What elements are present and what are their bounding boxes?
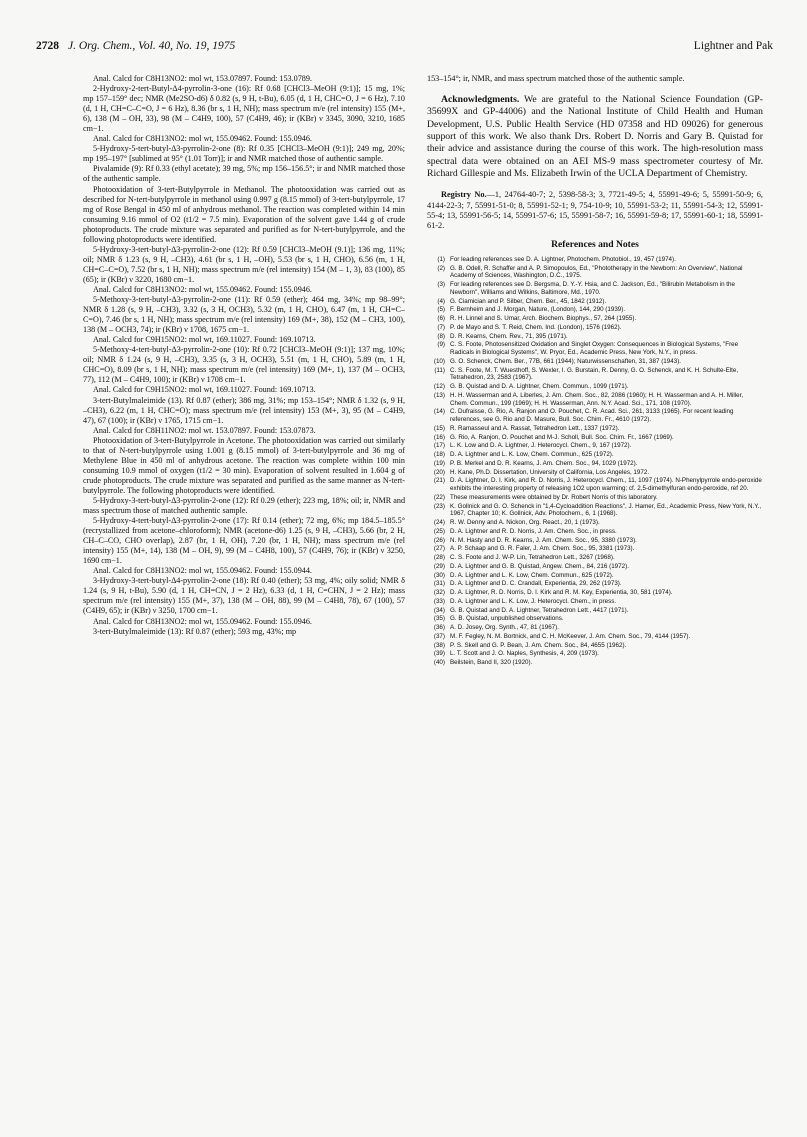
reference-number: (18) <box>433 451 445 459</box>
reference-text: G. Rio, A. Ranjon, O. Pouchet and M-J. Scholl, Bull. Soc. Chim. Fr., 1667 (1969). <box>450 433 674 441</box>
page-number: 2728 <box>36 40 59 52</box>
paragraph: Photooxidation of 3-tert-Butylpyrrole in Acetone. The photooxidation was carried out similarly to that of N-tert-butylpyrrole using 1.001 g (8.15 mmol) of 3-tert-butylpyrrole and 36 mg of Methylene Blue in 450 ml of anhydrous acetone. The reaction was complete within 100 min consuming 10.9 mmol of oxygen (t1/2 = 30 min). Evaporation of solvent resulted in 1.604 g of crude photoproducts. The crude mixture was separated and purified as the same manner as N-tert-butylpyrrole. The following photoproducts were identified. <box>83 435 405 495</box>
reference-item <box>427 563 763 571</box>
acknowledgments-heading: Acknowledgments. <box>441 94 520 106</box>
reference-number: (26) <box>433 536 445 544</box>
reference-number: (28) <box>433 554 445 562</box>
reference-number: (19) <box>433 459 445 467</box>
reference-item <box>427 265 763 281</box>
reference-number: (9) <box>437 341 445 349</box>
paragraph: Photooxidation of 3-tert-Butylpyrrole in Methanol. The photooxidation was carried out as described for N-tert-butylpyrrole in methanol using 0.997 g (8.15 mmol) of 3-tert-butylpyrrole, 17 mg of Rose Bengal in 450 ml of anhydrous methanol. The reaction was completed within 14 min consuming 9.16 mmol of O2 (t1/2 = 7.5 min). Evaporation of the solvent gave 1.44 g of crude photoproducts. The crude mixture was separated and purified as for N-tert-butylpyrrole, and the following photoproducts were identified. <box>83 184 405 244</box>
journal-citation: J. Org. Chem., Vol. 40, No. 19, 1975 <box>68 40 236 52</box>
reference-list <box>427 256 763 667</box>
reference-text: D. A. Lightner and D. C. Crandall, Experientia, 29, 262 (1973). <box>450 580 622 588</box>
reference-item <box>427 615 763 623</box>
reference-item <box>427 469 763 477</box>
reference-item <box>427 554 763 562</box>
reference-item <box>427 589 763 597</box>
reference-item <box>427 358 763 366</box>
registry-heading: Registry No. <box>441 190 487 200</box>
reference-text: G. B. Odell, R. Schaffer and A. P. Simopoulos, Ed., "Phototherapy in the Newborn: An Overview", National Academy of Sciences, Washington, D.C., 1975. <box>450 264 743 280</box>
reference-item <box>427 425 763 433</box>
acknowledgments <box>427 94 763 180</box>
reference-item <box>427 442 763 450</box>
paragraph: Anal. Calcd for C9H15NO2: mol wt, 169.11027. Found: 169.10713. <box>93 335 316 345</box>
reference-item <box>427 256 763 264</box>
reference-text: D. A. Lightner and L. K. Low, Chem. Commun., 625 (1972). <box>450 571 614 579</box>
reference-number: (20) <box>433 468 445 476</box>
reference-text: R. W. Denny and A. Nickon, Org. React., 20, 1 (1973). <box>450 519 600 527</box>
reference-item <box>427 477 763 493</box>
paragraph: Anal. Calcd for C9H15NO2: mol wt, 169.11027. Found: 169.10713. <box>93 385 316 395</box>
reference-text: C. Dufraisse, G. Rio, A. Ranjon and O. Pouchet, C. R. Acad. Sci., 261, 3133 (1965). For recent leading references, see G. Rio and D. Masure, Bull. Soc. Chim. Fr., 4610 (1972). <box>450 408 734 424</box>
reference-item <box>427 434 763 442</box>
reference-text: These measurements were obtained by Dr. Robert Norris of this laboratory. <box>450 493 658 501</box>
reference-number: (1) <box>437 255 445 263</box>
reference-item <box>427 659 763 667</box>
reference-text: G. B. Quistad and D. A. Lightner, Chem. Commun., 1099 (1971). <box>450 383 629 391</box>
reference-number: (27) <box>433 545 445 553</box>
paragraph: Pivalamide (9): Rf 0.33 (ethyl acetate); 39 mg, 5%; mp 156–156.5°; ir and NMR matched those of the authentic sample. <box>83 164 405 184</box>
reference-number: (15) <box>433 424 445 432</box>
reference-text: For leading references see D. A. Lightner, Photochem. Photobiol., 19, 457 (1974). <box>450 255 676 263</box>
reference-text: A. P. Schaap and G. R. Faler, J. Am. Chem. Soc., 95, 3381 (1973). <box>450 545 635 553</box>
reference-item <box>427 572 763 580</box>
reference-text: P. de Mayo and S. T. Reid, Chem. Ind. (London), 1576 (1962). <box>450 323 622 331</box>
reference-text: L. K. Low and D. A. Lightner, J. Heterocycl. Chem., 9, 167 (1972). <box>450 442 632 450</box>
paragraph: 3-tert-Butylmaleimide (13): Rf 0.87 (ether); 593 mg, 43%; mp <box>93 626 297 636</box>
reference-number: (14) <box>433 408 445 416</box>
reference-number: (39) <box>433 650 445 658</box>
reference-number: (37) <box>433 632 445 640</box>
reference-text: D. A. Lightner and L. K. Low, Chem. Commun., 625 (1972). <box>450 451 614 459</box>
reference-text: P. B. Merkel and D. R. Kearns, J. Am. Chem. Soc., 94, 1029 (1972). <box>450 459 638 467</box>
reference-item <box>427 392 763 408</box>
reference-number: (34) <box>433 606 445 614</box>
reference-text: G. Ciamician and P. Silber, Chem. Ber., 45, 1842 (1912). <box>450 297 607 305</box>
reference-text: G. B. Quistad, unpublished observations. <box>450 615 564 623</box>
reference-text: D. A. Lightner and L. K. Low, J. Heterocycl. Chem., in press. <box>450 597 617 605</box>
reference-item <box>427 607 763 615</box>
paragraph: 5-Methoxy-4-tert-butyl-Δ3-pyrrolin-2-one (10): Rf 0.72 [CHCl3–MeOH (9:1)]; 137 mg, 10%; oil; NMR δ 1.24 (s, 9 H, –CH3), 3.35 (s, 3 H, OCH3), 5.51 (m, 1 H, CHO), 5.89 (m, 1 H, CHC=O), 8.09 (br s, 1 H, NH); mass spectrum m/e (rel intensity) 169 (M+, 1), 137 (M – OCH3, 77), 112 (M – C4H9, 100); ir (KBr) ν 1708 cm−1. <box>83 345 405 385</box>
reference-number: (23) <box>433 502 445 510</box>
reference-text: G. B. Quistad and D. A. Lightner, Tetrahedron Lett., 4417 (1971). <box>450 606 629 614</box>
reference-text: F. Bernheim and J. Morgan, Nature, (London), 144, 290 (1939). <box>450 306 626 314</box>
references-heading: References and Notes <box>551 238 639 250</box>
reference-number: (11) <box>434 366 445 374</box>
page-header <box>36 40 773 60</box>
reference-item <box>427 642 763 650</box>
reference-item <box>427 580 763 588</box>
reference-item <box>427 545 763 553</box>
registry-numbers <box>427 190 763 232</box>
reference-number: (6) <box>437 315 445 323</box>
paragraph: Anal. Calcd for C8H11NO2: mol wt. 153.07897. Found: 153.07873. <box>93 425 316 435</box>
registry-text: —1, 24764-40-7; 2, 5398-58-3; 3, 7721-49-5; 4, 55991-49-6; 5, 55991-50-9; 6, 4144-22-3; 7, 55991-51-0; 8, 55991-52-1; 9, 754-10-9; 10, 55991-53-2; 11, 55991-54-3; 12, 55991-55-4; 13, 55991-56-5; 14, 55991-57-6; 15, 55991-58-7; 16, 55991-59-8; 17, 55991-60-1; 18, 55991-61-2. <box>427 190 764 231</box>
paragraph: 5-Hydroxy-4-tert-butyl-Δ3-pyrrolin-2-one (17): Rf 0.14 (ether); 72 mg, 6%; mp 184.5–185.5° (recrystallized from acetone–chloroform); NMR (acetone-d6) 1.25 (s, 9 H, –CH3), 5.66 (br, 2 H, CH–C–CO, CHO overlap), 2.87 (br, 1 H, OH), 7.20 (br, 1 H, NH); mass spectrum m/e (rel intensity) 155 (M+, 14), 138 (M – OH, 9), 99 (M – C4H8, 100), 57 (C4H9, 76); ir (KBr) ν 3250, 1690 cm−1. <box>83 516 405 566</box>
reference-item <box>427 494 763 502</box>
reference-number: (7) <box>437 323 445 331</box>
reference-text: For leading references see D. Bergsma, D. Y.-Y. Hsia, and C. Jackson, Ed., "Bilirubin Metabolism in the Newborn", Williams and Wilkins, Baltimore, Md., 1970. <box>450 281 735 296</box>
reference-item <box>427 408 763 424</box>
reference-item <box>427 298 763 306</box>
continuation-text: 153–154°; ir, NMR, and mass spectrum matched those of the authentic sample. <box>427 74 685 83</box>
reference-number: (17) <box>433 442 445 450</box>
reference-number: (32) <box>433 589 445 597</box>
reference-item <box>427 528 763 536</box>
reference-number: (12) <box>433 383 445 391</box>
reference-text: M. F. Fegley, N. M. Bortnick, and C. H. McKeever, J. Am. Chem. Soc., 79, 4144 (1957). <box>450 632 691 640</box>
reference-number: (2) <box>437 264 445 272</box>
paragraph: 5-Hydroxy-5-tert-butyl-Δ3-pyrrolin-2-one (8): Rf 0.35 [CHCl3–MeOH (9:1)]; 249 mg, 20%; mp 195–197° [sublimed at 95° (1.01 Torr)]; ir and NMR matched those of authentic sample. <box>83 144 405 164</box>
reference-text: R. Ramasseul and A. Rassat, Tetrahedron Lett., 1337 (1972). <box>450 424 620 432</box>
reference-number: (5) <box>437 306 445 314</box>
reference-text: Beilstein, Band II, 320 (1920). <box>450 659 533 667</box>
reference-item <box>427 460 763 468</box>
reference-text: D. A. Lightner, R. D. Norris, D. I. Kirk and R. M. Key, Experientia, 30, 581 (1974). <box>450 589 673 597</box>
reference-text: H. H. Wasserman and A. Liberles, J. Am. Chem. Soc., 82, 2086 (1960); H. H. Wasserman and A. H. Miller, Chem. Commun., 199 (1969); H. H. Wasserman, Ann. N.Y. Acad. Sci., 171, 108 (1970). <box>450 391 744 407</box>
reference-number: (33) <box>433 597 445 605</box>
paragraph: Anal. Calcd for C8H13NO2: mol wt, 155.09462. Found: 155.0944. <box>93 566 312 576</box>
reference-text: H. Kane, Ph.D. Dissertation, University of California, Los Angeles, 1972. <box>450 468 650 476</box>
reference-text: G. O. Schenck, Chem. Ber., 77B, 661 (1944); Naturwissenschaften, 31, 387 (1943). <box>450 357 682 365</box>
reference-number: (8) <box>437 332 445 340</box>
reference-text: C. S. Foote, Photosensitized Oxidation and Singlet Oxygen: Consequences in Biological Systems, "Free Radicals in Biological Systems", W. Pryor, Ed., Academic Press, New York, N.Y., in press. <box>450 341 739 357</box>
reference-item <box>427 650 763 658</box>
paragraph: 5-Hydroxy-3-tert-butyl-Δ3-pyrrolin-2-one (12): Rf 0.29 (ether); 223 mg, 18%; oil; ir, NMR and mass spectrum those of matched authentic sample. <box>83 495 405 516</box>
reference-item <box>427 281 763 297</box>
reference-number: (29) <box>433 562 445 570</box>
reference-item <box>427 306 763 314</box>
reference-text: C. S. Foote and J. W-P. Lin, Tetrahedron Lett., 3267 (1968). <box>450 554 615 562</box>
reference-text: C. S. Foote, M. T. Wuesthoff, S. Wexler, I. G. Burstain, R. Denny, G. O. Schenck, and K. H. Schulte-Elte, Tetrahedron, 23, 2583 (1967). <box>450 366 739 382</box>
running-authors: Lightner and Pak <box>693 40 773 52</box>
reference-number: (36) <box>433 624 445 632</box>
reference-text: R. H. Linnel and S. Umar, Arch. Biochem. Biophys., 57, 264 (1955). <box>450 315 637 323</box>
reference-item <box>427 315 763 323</box>
reference-number: (21) <box>433 477 445 485</box>
paragraph: 3-tert-Butylmaleimide (13). Rf 0.87 (ether); 386 mg, 31%; mp 153–154°; NMR δ 1.32 (s, 9 H, –CH3), 6.22 (m, 1 H, CHC=O); mass spectrum m/e (rel intensity) 153 (M+, 3), 95 (M – C4H9, 47), 67 (100); ir (KBr) ν 1765, 1715 cm−1. <box>83 395 405 425</box>
reference-item <box>427 598 763 606</box>
right-column <box>427 74 763 668</box>
reference-number: (35) <box>433 615 445 623</box>
acknowledgments-text: We are grateful to the National Science Foundation (GP-35699X and GP-44006) and the National Institute of Child Health and Human Development, U.S. Public Health Service (HD 07358 and HD 09026) for generous support of this work. We also thank Drs. Robert D. Norris and Gary B. Quistad for their advice and assistance during the course of this work. The high-resolution mass spectral data were obtained on an AEI MS-9 mass spectrometer courtesy of Mr. Richard Gillespie and Ms. Elizabeth Irwin of the UCLA Department of Chemistry. <box>427 94 763 179</box>
reference-text: K. Gollnick and G. O. Schenck in "1,4-Cycloaddition Reactions", J. Hamer, Ed., Academic Press, New York, N.Y., 1967, Chapter 10; K. Gollnick, Adv. Photochem., 6, 1 (1968). <box>450 502 762 518</box>
reference-number: (30) <box>433 571 445 579</box>
reference-text: L. T. Scott and J. O. Naples, Synthesis, 4, 209 (1973). <box>450 650 599 658</box>
reference-item <box>427 451 763 459</box>
reference-number: (10) <box>433 357 445 365</box>
reference-text: A. D. Josey, Org. Synth., 47, 81 (1967). <box>450 624 559 632</box>
reference-text: D. A. Lightner, D. I. Kirk, and R. D. Norris, J. Heterocycl. Chem., 11, 1097 (1974). N-Phenylpyrrole endo-peroxide exhibits the interesting property of releasing 1O2 upon warming; cf. 2,5-dimethylfuran endo-peroxide, ref 20. <box>450 477 762 493</box>
reference-item <box>427 367 763 383</box>
reference-number: (38) <box>433 641 445 649</box>
reference-number: (13) <box>433 391 445 399</box>
reference-item <box>427 633 763 641</box>
reference-text: D. A. Lightner and G. B. Quistad, Angew. Chem., 84, 216 (1972). <box>450 562 629 570</box>
reference-item <box>427 324 763 332</box>
reference-text: D. R. Kearns, Chem. Rev., 71, 395 (1971). <box>450 332 568 340</box>
reference-number: (16) <box>433 433 445 441</box>
paragraph: Anal. Calcd for C8H13NO2: mol wt, 155.09462. Found: 155.0946. <box>93 616 312 626</box>
left-column <box>83 74 405 637</box>
reference-text: P. S. Skell and G. P. Bean, J. Am. Chem. Soc., 84, 4655 (1962). <box>450 641 627 649</box>
paragraph: Anal. Calcd for C8H13NO2: mol wt, 153.07897. Found: 153.0789. <box>93 74 312 83</box>
reference-number: (22) <box>433 493 445 501</box>
reference-number: (31) <box>433 580 445 588</box>
paragraph: 5-Hydroxy-3-tert-butyl-Δ3-pyrrolin-2-one (12): Rf 0.59 [CHCl3–MeOH (9.1)]; 136 mg, 11%; oil; NMR δ 1.23 (s, 9 H, –CH3), 4.61 (br s, 1 H, –OH), 5.53 (br s, 1 H, CHO), 6.56 (m, 1 H, CH=C–C=O), 7.52 (br s, 1 H, NH); mass spectrum m/e (rel intensity) 154 (M – 1, 3), 83 (100), 85 (65); ir (KBr) ν 3220, 1680 cm−1. <box>83 244 405 284</box>
reference-number: (4) <box>437 297 445 305</box>
paragraph: 5-Methoxy-3-tert-butyl-Δ3-pyrrolin-2-one (11): Rf 0.59 (ether); 464 mg, 34%; mp 98–99°; NMR δ 1.28 (s, 9 H, –CH3), 3.32 (s, 3 H, OCH3), 5.32 (m, 1 H, CHO), 6.47 (m, 1 H, CH=C–C=O), 7.46 (br s, 1 H, NH); mass spectrum m/e (rel intensity) 169 (M+, 38), 152 (M – CH3, 100), 138 (M – OCH3, 74); ir (KBr) ν 1708, 1675 cm−1. <box>83 295 405 335</box>
reference-text: D. A. Lightner and R. D. Norris, J. Am. Chem. Soc., in press. <box>450 527 617 535</box>
reference-item <box>427 519 763 527</box>
reference-number: (24) <box>433 519 445 527</box>
reference-item <box>427 383 763 391</box>
reference-item <box>427 624 763 632</box>
reference-item <box>427 503 763 519</box>
paragraph: 3-Hydroxy-3-tert-butyl-Δ4-pyrrolin-2-one (18): Rf 0.40 (ether); 53 mg, 4%; oily solid; NMR δ 1.24 (s, 9 H, t-Bu), 5.90 (d, 1 H, CH=CN, J = 2 Hz), 6.33 (d, 1 H, C=CHN, J = 2 Hz); mass spectrum m/e (rel intensity) 155 (M+, 37), 138 (M – OH, 88), 99 (M – C4H8, 78), 67 (100), 57 (C4H9, 65); ir (KBr) ν 3250, 1700 cm−1. <box>83 576 405 616</box>
reference-item <box>427 341 763 357</box>
reference-number: (40) <box>433 659 445 667</box>
reference-item <box>427 537 763 545</box>
paragraph: 2-Hydroxy-2-tert-Butyl-Δ4-pyrrolin-3-one (16): Rf 0.68 [CHCl3–MeOH (9:1)]; 15 mg, 1%; mp 157–159° dec; NMR (Me2SO-d6) δ 0.82 (s, 9 H, t-Bu), 6.05 (d, 1 H, CHC=O, J = 6 Hz), 7.10 (d, 1 H, CH=C–C=O, J = 6 Hz), 8.36 (br s, 1 H, NH); mass spectrum m/e (rel intensity) 155 (M+, 6), 138 (M – OH, 33), 98 (M – C4H9, 100), 57 (C4H9, 46); ir (KBr) ν 3345, 3090, 3210, 1685 cm−1. <box>83 84 405 134</box>
reference-text: N. M. Hasty and D. R. Kearns, J. Am. Chem. Soc., 95, 3380 (1973). <box>450 536 637 544</box>
reference-number: (25) <box>433 527 445 535</box>
reference-item <box>427 333 763 341</box>
reference-number: (3) <box>437 281 445 289</box>
paragraph: Anal. Calcd for C8H13NO2: mol wt, 155.09462. Found: 155.0946. <box>93 284 312 294</box>
paragraph: Anal. Calcd for C8H13NO2: mol wt, 155.09462. Found: 155.0946. <box>93 134 312 144</box>
